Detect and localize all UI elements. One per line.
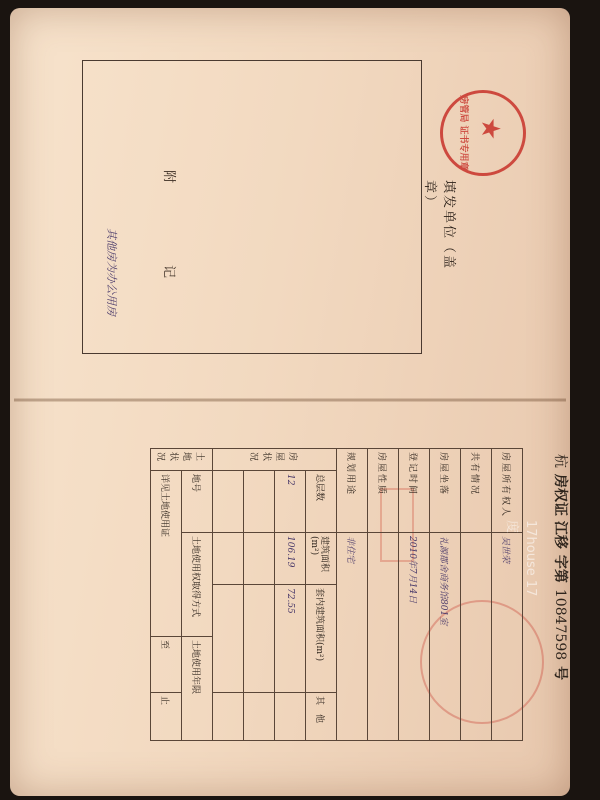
status-header-building-area: 建筑面积(m²) bbox=[306, 533, 337, 585]
remarks-handwritten-note: 其他房为办公用房 bbox=[105, 228, 118, 316]
certificate-header bbox=[551, 454, 571, 744]
status-value-floors: 12 bbox=[275, 471, 306, 533]
land-lot-no: 地号 bbox=[182, 471, 213, 533]
table-row bbox=[182, 449, 213, 741]
row-label: 房屋性质 bbox=[368, 449, 399, 533]
row-label: 共有情况 bbox=[461, 449, 492, 533]
table-row bbox=[213, 449, 244, 741]
row-value bbox=[461, 533, 492, 741]
issuing-unit-label: 填发单位（盖章） bbox=[422, 180, 456, 271]
page-fold-crease bbox=[14, 398, 566, 402]
status-header-other: 其 他 bbox=[306, 693, 337, 741]
land-end: 止 bbox=[151, 693, 182, 741]
table-row bbox=[430, 449, 461, 741]
status-header-inner-area: 套内建筑面积(m²) bbox=[306, 585, 337, 693]
certificate-table-rotated bbox=[85, 448, 568, 740]
row-label: 房屋坐落 bbox=[430, 449, 461, 533]
city-prefix: 杭 bbox=[552, 454, 568, 468]
land-acquisition: 土地使用权取得方式 bbox=[182, 533, 213, 637]
status-section-label: 房屋状况 bbox=[213, 449, 337, 471]
row-label: 登记时间 bbox=[399, 449, 430, 533]
remarks-content bbox=[82, 60, 420, 352]
certificate-table-frame bbox=[85, 448, 568, 740]
hao-label: 号 bbox=[552, 666, 568, 681]
zi-label: 字第 bbox=[552, 554, 568, 583]
table-row bbox=[461, 449, 492, 741]
land-note: 详见土地使用证 bbox=[151, 471, 182, 637]
cert-name: 房权证 江移 bbox=[552, 474, 568, 549]
table-row bbox=[337, 449, 368, 741]
row-label: 房屋所有权人 bbox=[492, 449, 523, 533]
cert-number: 10847598 bbox=[552, 588, 568, 661]
star-icon: ★ bbox=[475, 117, 505, 141]
status-value-building-area: 106.19 bbox=[275, 533, 306, 585]
status-header-floors: 总层数 bbox=[306, 471, 337, 533]
row-value: 礼源郡舍商务馆801室 bbox=[430, 533, 461, 741]
row-value: 2010年7月14日 bbox=[399, 533, 430, 741]
remarks-title: 附 记 bbox=[161, 170, 176, 285]
status-value-inner-area: 72.55 bbox=[275, 585, 306, 693]
table-row bbox=[399, 449, 430, 741]
table-row bbox=[275, 449, 306, 741]
status-value-other bbox=[275, 693, 306, 741]
seal-text: 房管局 证书专用章 bbox=[458, 95, 468, 171]
table-row bbox=[244, 449, 275, 741]
land-term: 土地使用年限 bbox=[182, 637, 213, 741]
table-row bbox=[306, 449, 337, 741]
row-value: 吴世荣 bbox=[492, 533, 523, 741]
table-row bbox=[151, 449, 182, 741]
site-watermark: 17house 17度 bbox=[504, 520, 538, 597]
row-label: 规划用途 bbox=[337, 449, 368, 533]
official-red-seal bbox=[440, 90, 526, 176]
table-row bbox=[368, 449, 399, 741]
row-value: 非住宅 bbox=[337, 533, 368, 741]
property-info-table bbox=[150, 448, 523, 741]
land-to: 至 bbox=[151, 637, 182, 693]
land-section-label: 土地状况 bbox=[151, 449, 213, 471]
row-value bbox=[368, 533, 399, 741]
